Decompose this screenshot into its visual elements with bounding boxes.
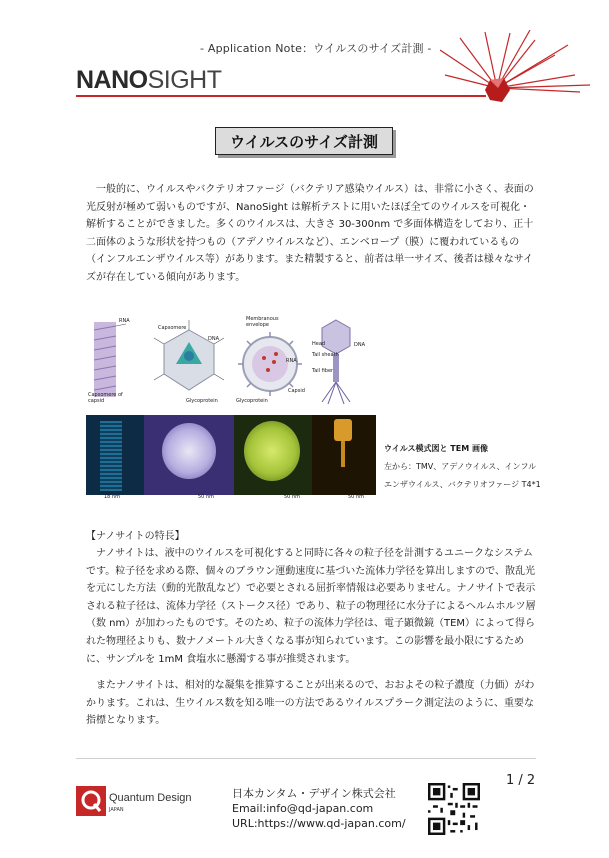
tem-image-adenovirus xyxy=(144,415,234,495)
virus-figure xyxy=(86,312,376,502)
figure-caption-title: ウイルス模式図と TEM 画像 xyxy=(384,444,488,453)
fig-label-rna: RNA xyxy=(119,318,130,324)
quantum-design-logo xyxy=(76,786,216,826)
fig-label-tail-fiber: Tail fiber xyxy=(312,368,334,374)
features-paragraph: ナノサイトは、液中のウイルスを可視化すると同時に各々の粒子径を計測するユニークなシステムです。粒子径を求める際、個々のブラウン運動速度に基づいた流体力学径を算出しますので、散乱光を元にした方法（動的光散乱など）で必要とされる屈折率情報は必要ありません。ナノサイトで表示される粒子径は、流体力学径（ストークス径）であり、粒子の物理径に水分子によるヘルムホルツ層（数 nm）が加わったものです。そのため、粒子の流体力学径は、電子顕微鏡（TEM）によって得られた物理径よりも、数ナノメートル大きくなる事が知られています。この影響を最小限にするために、サンプルを 1mM 食塩水に懸濁する事が推奨されます。 xyxy=(86,548,536,665)
fig-label-rna-2: RNA xyxy=(286,358,297,364)
fig-label-capsomere-of-capsid: Capsomere of capsid xyxy=(88,392,123,404)
footer-rule xyxy=(76,758,536,759)
application-note-header: - Application Note：ウイルスのサイズ計測 - xyxy=(200,42,432,55)
qr-code[interactable] xyxy=(428,783,480,835)
fig-label-glycoprotein: Glycoprotein xyxy=(186,398,218,404)
qd-mark-icon xyxy=(76,786,106,816)
logo-bold-text: NANO xyxy=(76,66,148,94)
qd-logo-text: Quantum Design xyxy=(109,792,192,804)
intro-paragraph: 一般的に、ウイルスやバクテリオファージ（バクテリア感染ウイルス）は、非常に小さく、表面の光反射が極めて弱いものですが、NanoSight は解析テストに用いたほぼ全てのウイルスを可視化・解析することができました。多くのウイルスは、大きさ 30-300nm で多面体構造をしており、正十二面体のような形状を持つもの（アデノウイルスなど）、エンベロープ（膜）に覆われているもの（インフルエンザウイルス等）があります。また精製すると、前者は単一サイズ、後者は様々なサイズが存在している傾向があります。 xyxy=(86,184,534,283)
logo-thin-text: SIGHT xyxy=(147,66,222,94)
fig-label-capsomere: Capsomere xyxy=(158,325,187,331)
fig-label-dna: DNA xyxy=(208,336,220,342)
fig-label-membranous-envelope: Membranous envelope xyxy=(246,316,279,328)
fig-label-glycoprotein-2: Glycoprotein xyxy=(236,398,268,404)
scale-label-4: 50 nm xyxy=(348,494,364,500)
concentration-paragraph: またナノサイトは、相対的な凝集を推算することが出来るので、おおよその粒子濃度（力価）がわかります。これは、生ウイルス数を知る唯一の方法であるウイルスプラーク測定法のように、重要な指標となります。 xyxy=(86,680,535,727)
figure-caption xyxy=(384,440,544,494)
scale-label-2: 50 nm xyxy=(198,494,214,500)
section-title-features: 【ナノサイトの特長】 xyxy=(86,531,185,542)
fig-label-dna-2: DNA xyxy=(354,342,366,348)
fig-label-head: Head xyxy=(312,341,326,347)
scale-label-1: 18 nm xyxy=(104,494,120,500)
starburst-logo-graphic xyxy=(440,30,590,115)
fig-label-tail-sheath: Tail sheath xyxy=(312,352,339,358)
bacteriophage-schematic xyxy=(312,312,376,412)
company-name: 日本カンタム・デザイン株式会社 xyxy=(232,787,396,800)
page-title: ウイルスのサイズ計測 xyxy=(215,127,393,155)
scale-label-3: 50 nm xyxy=(284,494,300,500)
tem-image-bacteriophage xyxy=(312,415,376,495)
tem-image-influenza xyxy=(234,415,312,495)
figure-caption-text: 左から：TMV、アデノウイルス、インフルエンザウイルス、バクテリオファージ T4*1 xyxy=(384,462,541,489)
company-email[interactable]: Email:info@qd-japan.com xyxy=(232,802,374,815)
page-number: 1 / 2 xyxy=(506,773,536,788)
qd-logo-sub: JAPAN xyxy=(109,807,124,813)
company-url[interactable]: URL:https://www.qd-japan.com/ xyxy=(232,817,406,830)
nanosight-logo xyxy=(76,66,222,95)
company-info xyxy=(232,786,406,831)
header-rule xyxy=(76,95,486,97)
fig-label-capsid: Capsid xyxy=(288,388,305,394)
tem-image-tmv xyxy=(86,415,144,495)
